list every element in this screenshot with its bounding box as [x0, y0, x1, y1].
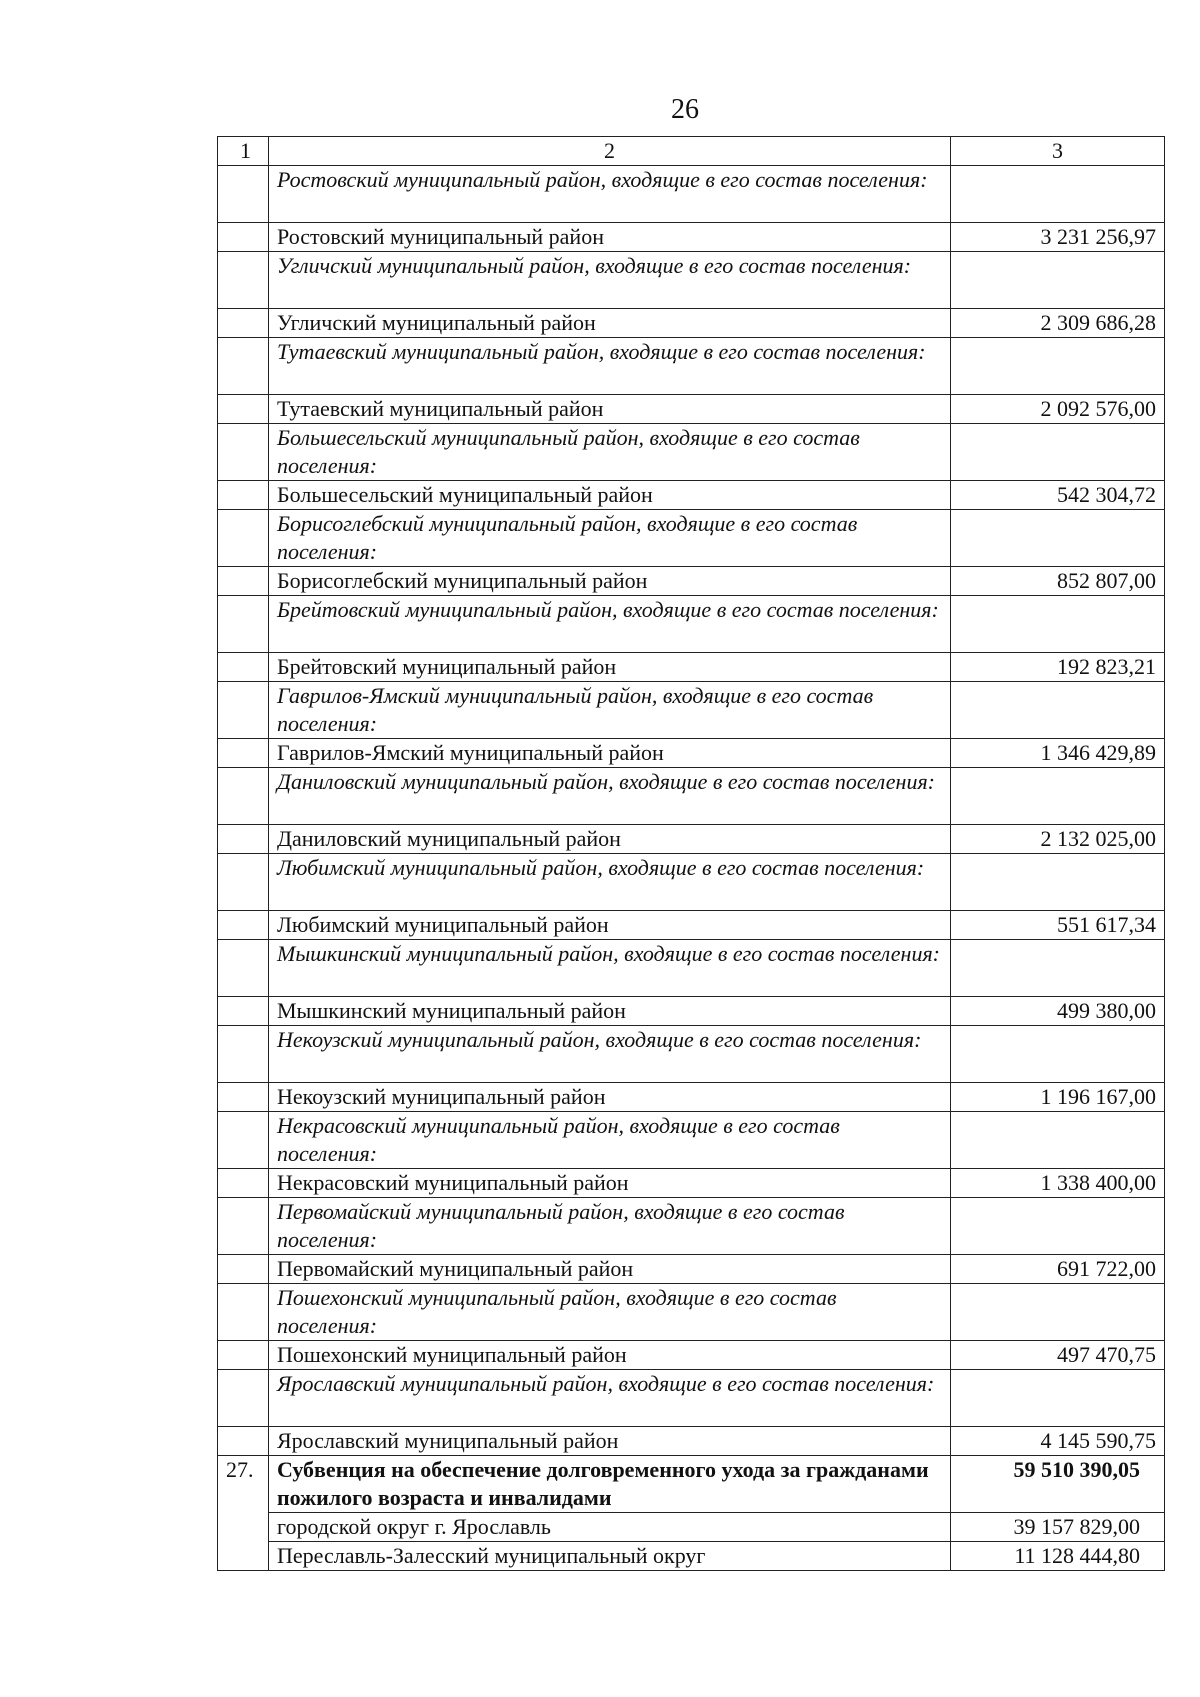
section-title: Субвенция на обеспечение долговременного ухода за гражданами пожилого возраста и инвалидами	[269, 1456, 951, 1513]
value-cell-empty	[951, 682, 1165, 739]
district-row	[218, 395, 1165, 424]
index-cell-empty	[218, 653, 269, 682]
index-cell-empty	[218, 309, 269, 338]
index-cell-empty	[218, 252, 269, 309]
district-amount: 551 617,34	[951, 911, 1165, 940]
section-total: 59 510 390,05	[951, 1456, 1165, 1513]
subsidy-table	[217, 136, 1165, 1571]
district-name: Некрасовский муниципальный район	[269, 1169, 951, 1198]
index-cell-empty	[218, 1026, 269, 1083]
value-cell-empty	[951, 510, 1165, 567]
district-row	[218, 1255, 1165, 1284]
group-heading: Любимский муниципальный район, входящие в его состав поселения:	[269, 854, 951, 911]
header-col-2: 2	[269, 137, 951, 166]
district-amount: 3 231 256,97	[951, 223, 1165, 252]
district-row	[218, 739, 1165, 768]
district-row	[218, 309, 1165, 338]
group-row	[218, 510, 1165, 567]
value-cell-empty	[951, 1284, 1165, 1341]
district-row	[218, 1169, 1165, 1198]
group-heading: Некоузский муниципальный район, входящие в его состав поселения:	[269, 1026, 951, 1083]
group-row	[218, 1026, 1165, 1083]
index-cell-empty	[218, 166, 269, 223]
value-cell-empty	[951, 940, 1165, 997]
group-row	[218, 854, 1165, 911]
group-row	[218, 252, 1165, 309]
district-name: Любимский муниципальный район	[269, 911, 951, 940]
district-row	[218, 653, 1165, 682]
district-name: Борисоглебский муниципальный район	[269, 567, 951, 596]
district-amount: 2 132 025,00	[951, 825, 1165, 854]
index-cell-empty	[218, 940, 269, 997]
index-cell-empty	[218, 997, 269, 1026]
district-amount: 2 092 576,00	[951, 395, 1165, 424]
page-number: 26	[671, 94, 699, 125]
index-cell-empty	[218, 223, 269, 252]
value-cell-empty	[951, 1026, 1165, 1083]
index-cell-empty	[218, 338, 269, 395]
index-cell-empty	[218, 768, 269, 825]
district-row	[218, 997, 1165, 1026]
district-row	[218, 911, 1165, 940]
district-row	[218, 1427, 1165, 1456]
district-amount: 852 807,00	[951, 567, 1165, 596]
group-heading: Угличский муниципальный район, входящие в его состав поселения:	[269, 252, 951, 309]
district-amount: 192 823,21	[951, 653, 1165, 682]
value-cell-empty	[951, 596, 1165, 653]
group-heading: Тутаевский муниципальный район, входящие в его состав поселения:	[269, 338, 951, 395]
district-row	[218, 481, 1165, 510]
group-row	[218, 940, 1165, 997]
district-row	[218, 223, 1165, 252]
index-cell-empty	[218, 739, 269, 768]
district-amount: 542 304,72	[951, 481, 1165, 510]
group-heading: Первомайский муниципальный район, входящие в его состав поселения:	[269, 1198, 951, 1255]
value-cell-empty	[951, 854, 1165, 911]
group-row	[218, 1198, 1165, 1255]
value-cell-empty	[951, 424, 1165, 481]
group-heading: Мышкинский муниципальный район, входящие в его состав поселения:	[269, 940, 951, 997]
index-cell-empty	[218, 395, 269, 424]
section-item-row	[218, 1542, 1165, 1571]
group-row	[218, 338, 1165, 395]
district-row	[218, 1083, 1165, 1112]
index-cell-empty	[218, 424, 269, 481]
district-name: Мышкинский муниципальный район	[269, 997, 951, 1026]
index-cell-empty	[218, 481, 269, 510]
district-amount: 1 196 167,00	[951, 1083, 1165, 1112]
group-heading: Большесельский муниципальный район, входящие в его состав поселения:	[269, 424, 951, 481]
index-cell-empty	[218, 1198, 269, 1255]
district-row	[218, 567, 1165, 596]
header-col-1: 1	[218, 137, 269, 166]
district-row	[218, 825, 1165, 854]
district-name: Гаврилов-Ямский муниципальный район	[269, 739, 951, 768]
group-heading: Ростовский муниципальный район, входящие в его состав поселения:	[269, 166, 951, 223]
group-heading: Пошехонский муниципальный район, входящие в его состав поселения:	[269, 1284, 951, 1341]
value-cell-empty	[951, 252, 1165, 309]
district-name: Некоузский муниципальный район	[269, 1083, 951, 1112]
index-cell-empty	[218, 854, 269, 911]
index-cell-empty	[218, 1427, 269, 1456]
group-row	[218, 166, 1165, 223]
table-header-row	[218, 137, 1165, 166]
value-cell-empty	[951, 1112, 1165, 1169]
group-heading: Ярославский муниципальный район, входящие в его состав поселения:	[269, 1370, 951, 1427]
district-amount: 497 470,75	[951, 1341, 1165, 1370]
district-name: Пошехонский муниципальный район	[269, 1341, 951, 1370]
group-heading: Брейтовский муниципальный район, входящие в его состав поселения:	[269, 596, 951, 653]
index-cell-empty	[218, 1083, 269, 1112]
district-name: Ростовский муниципальный район	[269, 223, 951, 252]
index-cell-empty	[218, 911, 269, 940]
group-heading: Борисоглебский муниципальный район, входящие в его состав поселения:	[269, 510, 951, 567]
group-row	[218, 1284, 1165, 1341]
section-item-name: городской округ г. Ярославль	[269, 1513, 951, 1542]
header-col-3: 3	[951, 137, 1165, 166]
index-cell-empty	[218, 596, 269, 653]
district-row	[218, 1341, 1165, 1370]
group-heading: Гаврилов-Ямский муниципальный район, входящие в его состав поселения:	[269, 682, 951, 739]
section-item-row	[218, 1513, 1165, 1542]
index-cell-empty	[218, 1370, 269, 1427]
group-row	[218, 596, 1165, 653]
district-name: Даниловский муниципальный район	[269, 825, 951, 854]
district-name: Брейтовский муниципальный район	[269, 653, 951, 682]
value-cell-empty	[951, 338, 1165, 395]
district-name: Угличский муниципальный район	[269, 309, 951, 338]
group-row	[218, 1112, 1165, 1169]
district-amount: 691 722,00	[951, 1255, 1165, 1284]
section-item-amount: 11 128 444,80	[951, 1542, 1165, 1571]
district-name: Первомайский муниципальный район	[269, 1255, 951, 1284]
district-name: Большесельский муниципальный район	[269, 481, 951, 510]
district-amount: 499 380,00	[951, 997, 1165, 1026]
district-name: Тутаевский муниципальный район	[269, 395, 951, 424]
value-cell-empty	[951, 1370, 1165, 1427]
index-cell-empty	[218, 567, 269, 596]
section-row	[218, 1456, 1165, 1513]
group-row	[218, 768, 1165, 825]
section-index: 27.	[218, 1456, 269, 1571]
district-amount: 1 346 429,89	[951, 739, 1165, 768]
section-item-name: Переславль-Залесский муниципальный округ	[269, 1542, 951, 1571]
index-cell-empty	[218, 1255, 269, 1284]
group-row	[218, 424, 1165, 481]
district-name: Ярославский муниципальный район	[269, 1427, 951, 1456]
district-amount: 2 309 686,28	[951, 309, 1165, 338]
index-cell-empty	[218, 1112, 269, 1169]
group-heading: Некрасовский муниципальный район, входящие в его состав поселения:	[269, 1112, 951, 1169]
value-cell-empty	[951, 166, 1165, 223]
value-cell-empty	[951, 768, 1165, 825]
index-cell-empty	[218, 1284, 269, 1341]
index-cell-empty	[218, 510, 269, 567]
value-cell-empty	[951, 1198, 1165, 1255]
index-cell-empty	[218, 682, 269, 739]
group-heading: Даниловский муниципальный район, входящие в его состав поселения:	[269, 768, 951, 825]
district-amount: 4 145 590,75	[951, 1427, 1165, 1456]
district-amount: 1 338 400,00	[951, 1169, 1165, 1198]
index-cell-empty	[218, 1341, 269, 1370]
index-cell-empty	[218, 825, 269, 854]
group-row	[218, 682, 1165, 739]
section-item-amount: 39 157 829,00	[951, 1513, 1165, 1542]
index-cell-empty	[218, 1169, 269, 1198]
group-row	[218, 1370, 1165, 1427]
